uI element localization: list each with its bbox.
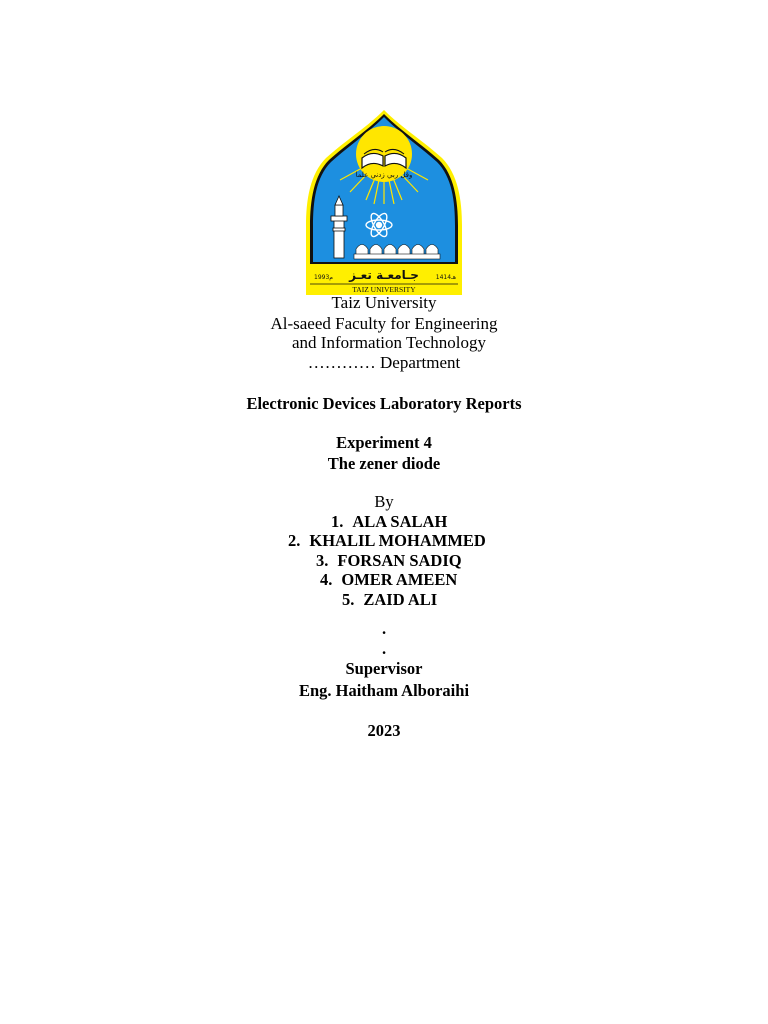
list-item: 1. ALA SALAH [331, 512, 448, 531]
book-inscription: وقل ربي زدني علما [355, 171, 413, 179]
by-label: By [374, 492, 394, 511]
faculty-line-2: and Information Technology [292, 333, 486, 352]
university-logo [304, 108, 464, 296]
logo-arabic-name: جـامعـة تعـز [349, 268, 419, 282]
list-item: 2. KHALIL MOHAMMED [288, 531, 486, 550]
supervisor-name: Eng. Haitham Alboraihi [298, 681, 470, 700]
supervisor-label: Supervisor [345, 659, 423, 678]
logo-year-gregorian: 1993م [314, 274, 333, 281]
university-name: Taiz University [331, 293, 437, 312]
list-item: 3. FORSAN SADIQ [316, 551, 462, 570]
list-item: 5. ZAID ALI [342, 590, 438, 609]
list-item: 4. OMER AMEEN [320, 570, 458, 589]
logo-year-hijri: 1414هـ [435, 274, 456, 281]
experiment-number: Experiment 4 [336, 433, 432, 452]
report-title: Electronic Devices Laboratory Reports [246, 394, 522, 413]
experiment-topic: The zener diode [327, 454, 441, 473]
dot-separator: . [381, 639, 387, 658]
report-year: 2023 [367, 721, 401, 740]
department-line: ………… Department [307, 353, 461, 372]
logo-english-name: TAIZ UNIVERSITY [352, 285, 416, 294]
faculty-line-1: Al-saeed Faculty for Engineering [270, 314, 498, 333]
dot-separator: . [381, 619, 387, 638]
